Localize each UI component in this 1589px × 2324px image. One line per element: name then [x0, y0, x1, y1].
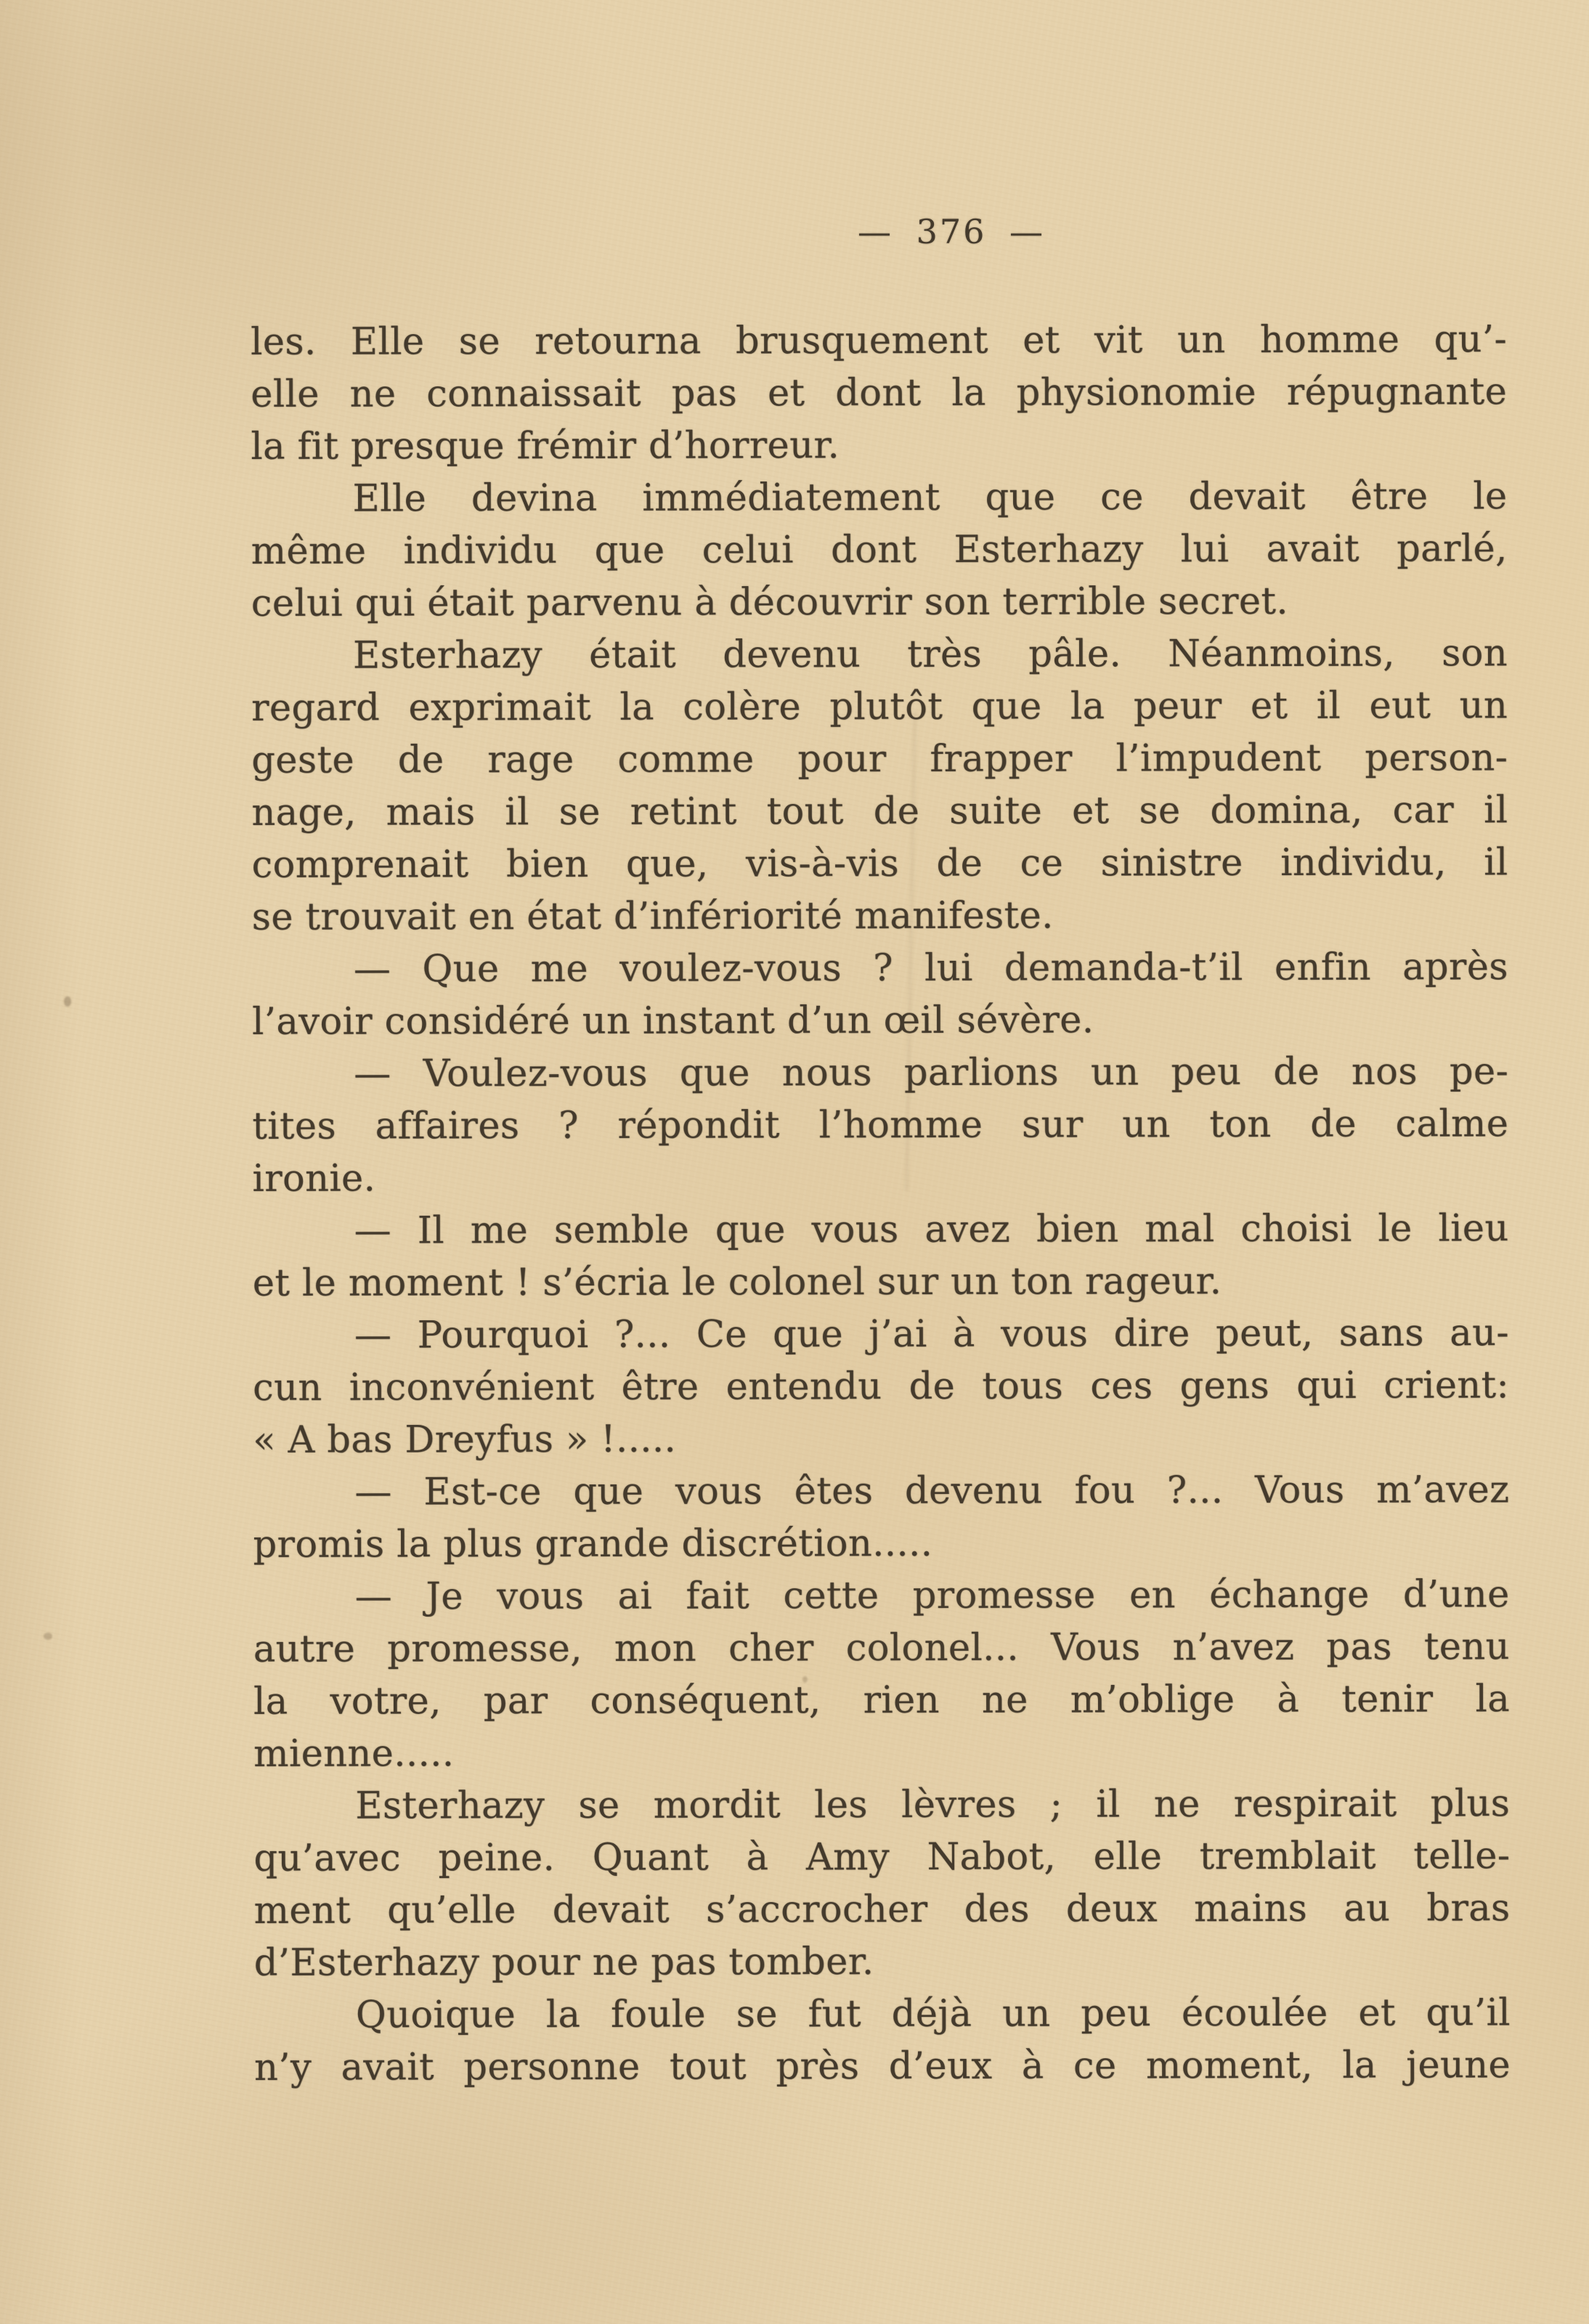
- text-line: « A bas Dreyfus » !.....: [253, 1418, 677, 1462]
- text-line: l’avoir considéré un instant d’un œil sévère.: [251, 999, 1094, 1044]
- text-line: — Voulez-vous que nous parlions un peu de nos pe-: [354, 1050, 1509, 1096]
- text-line: la votre, par conséquent, rien ne m’oblige à tenir la: [253, 1678, 1511, 1723]
- scan-speck: [44, 1633, 52, 1640]
- text-line: celui qui était parvenu à découvrir son terrible secret.: [251, 580, 1289, 625]
- page-text: [251, 314, 1511, 2095]
- text-line: la fit presque frémir d’horreur.: [251, 424, 840, 468]
- page-number: — 376 —: [857, 212, 1046, 251]
- text-line: Elle devina immédiatement que ce devait être le: [352, 475, 1508, 521]
- text-line: — Je vous ai fait cette promesse en échange d’une: [354, 1573, 1510, 1619]
- text-line: — Est-ce que vous êtes devenu fou ?... Vous m’avez: [354, 1468, 1510, 1514]
- text-line: même individu que celui dont Esterhazy lui avait parlé,: [251, 527, 1508, 573]
- text-line: — Il me semble que vous avez bien mal choisi le lieu: [354, 1207, 1509, 1253]
- text-line: et le moment ! s’écria le colonel sur un ton rageur.: [252, 1260, 1222, 1305]
- text-line: qu’avec peine. Quant à Amy Nabot, elle tremblait telle-: [253, 1835, 1511, 1880]
- text-line: ment qu’elle devait s’accrocher des deux mains au bras: [253, 1887, 1511, 1933]
- text-line: se trouvait en état d’infériorité manifeste.: [251, 894, 1054, 939]
- text-line: n’y avait personne tout près d’eux à ce moment, la jeune: [253, 2044, 1511, 2089]
- text-line: regard exprimait la colère plutôt que la peur et il eut un: [251, 684, 1508, 730]
- text-line: ironie.: [252, 1157, 376, 1200]
- text-line: nage, mais il se retint tout de suite et se domina, car il: [251, 789, 1508, 834]
- text-line: comprenait bien que, vis-à-vis de ce sinistre individu, il: [251, 841, 1508, 887]
- text-line: — Pourquoi ?... Ce que j’ai à vous dire peut, sans au-: [354, 1312, 1509, 1357]
- text-line: — Que me voulez-vous ? lui demanda-t’il enfin après: [353, 946, 1508, 991]
- text-line: cun inconvénient être entendu de tous ces gens qui crient:: [253, 1364, 1510, 1410]
- text-line: d’Esterhazy pour ne pas tomber.: [253, 1941, 874, 1985]
- scan-speck: [64, 996, 71, 1007]
- text-line: elle ne connaissait pas et dont la physionomie répugnante: [251, 370, 1508, 416]
- text-line: promis la plus grande discrétion.....: [253, 1522, 933, 1567]
- text-line: Esterhazy se mordit les lèvres ; il ne respirait plus: [355, 1782, 1511, 1828]
- page-header: [323, 212, 1580, 251]
- text-line: Quoique la foule se fut déjà un peu écoulée et qu’il: [355, 1991, 1511, 2037]
- text-line: tites affaires ? répondit l’homme sur un ton de calme: [252, 1102, 1509, 1148]
- text-line: geste de rage comme pour frapper l’impudent person-: [251, 736, 1508, 782]
- text-line: Esterhazy était devenu très pâle. Néanmoins, son: [352, 632, 1508, 678]
- text-line: mienne.....: [253, 1732, 455, 1776]
- text-line: les. Elle se retourna brusquement et vit un homme qu’-: [251, 318, 1508, 364]
- text-line: autre promesse, mon cher colonel... Vous n’avez pas tenu: [253, 1625, 1510, 1671]
